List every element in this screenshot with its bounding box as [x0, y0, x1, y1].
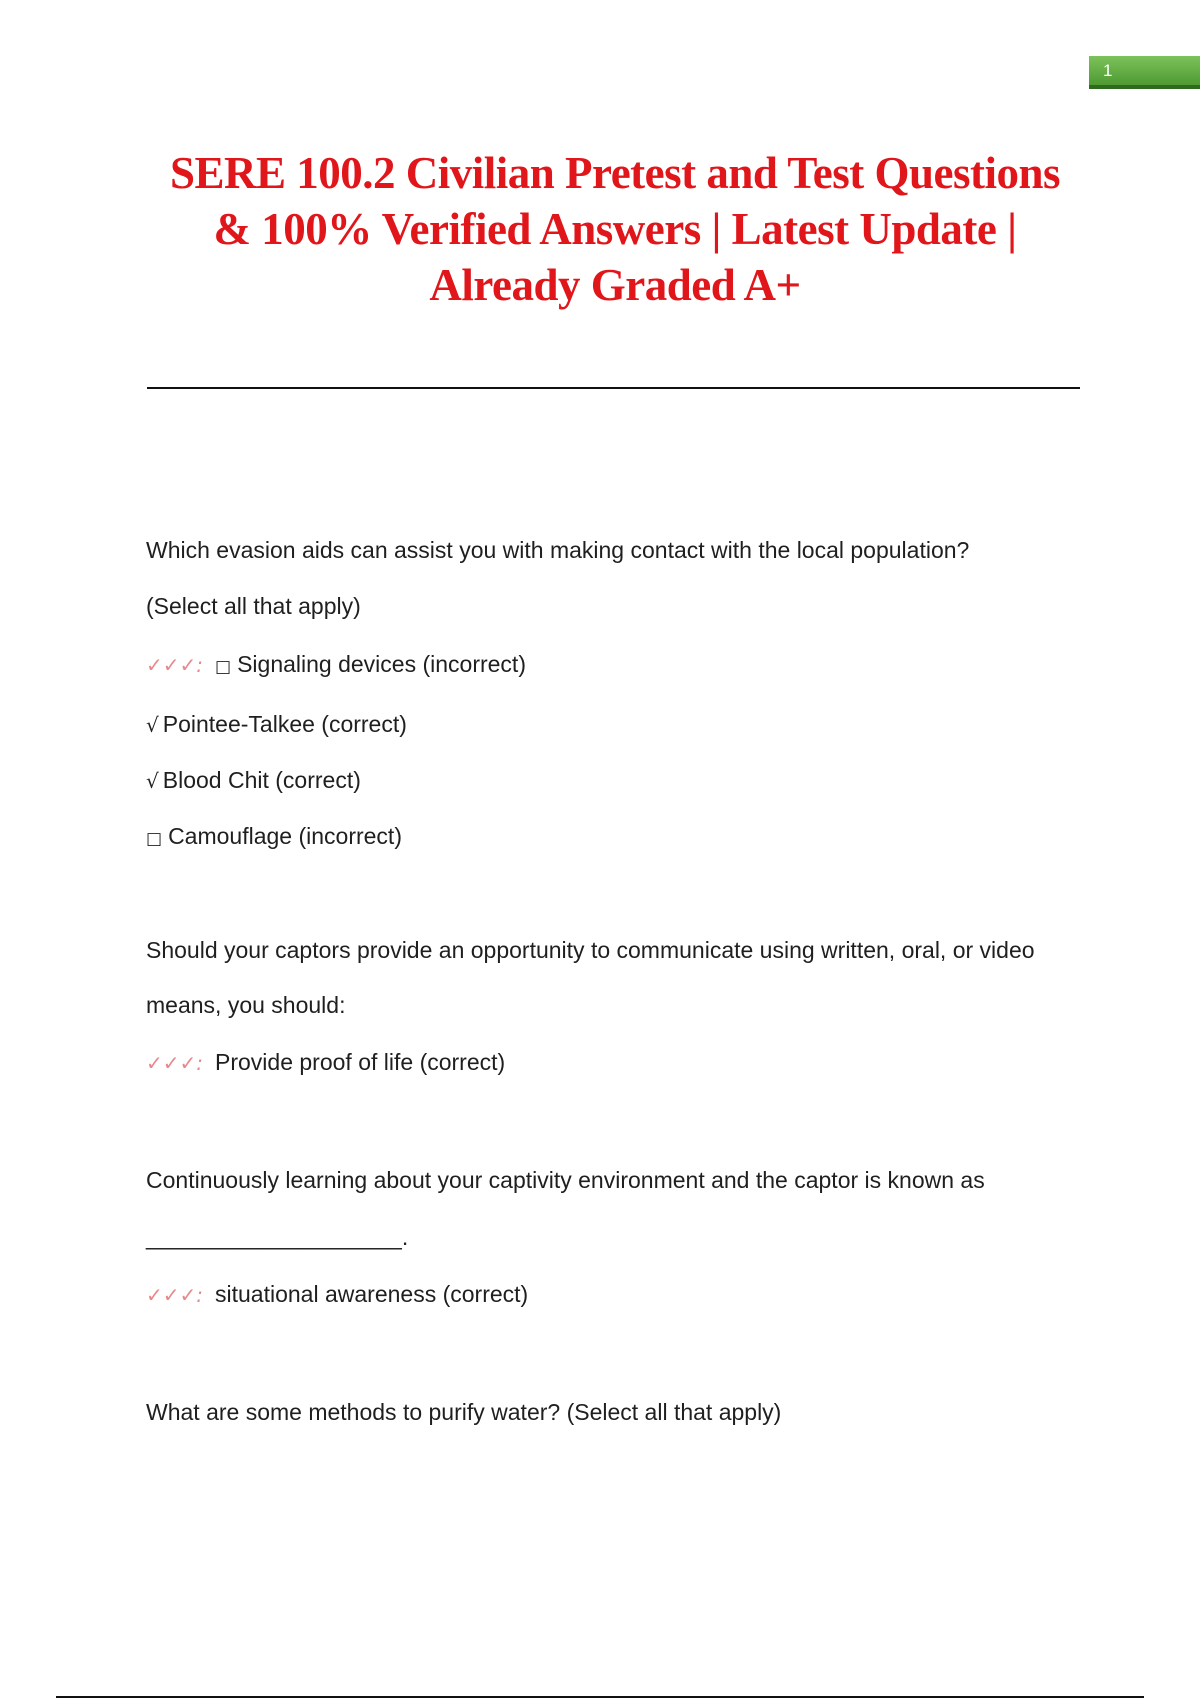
answer-ticks-icon: ✓✓✓: [146, 1051, 204, 1075]
answer-ticks-icon: ✓✓✓: [146, 1283, 204, 1307]
checkbox-empty-icon: □ [146, 829, 163, 849]
question-2-text: Should your captors provide an opportunity to communicate using written, oral, or video [146, 937, 1035, 963]
title-line-3: Already Graded A+ [429, 260, 801, 310]
title-divider [147, 387, 1080, 389]
check-mark-icon: √ [146, 713, 159, 737]
question-2-answer [146, 1047, 505, 1078]
question-1-option-3 [146, 765, 361, 796]
page-number: 1 [1103, 61, 1113, 80]
document-title [120, 145, 1110, 313]
title-line-2: & 100% Verified Answers | Latest Update | [213, 204, 1017, 254]
question-2-continuation: means, you should: [146, 992, 346, 1018]
footer-divider [56, 1696, 1144, 1698]
checkbox-empty-icon: □ [215, 657, 232, 677]
question-1-text: Which evasion aids can assist you with making contact with the local population? [146, 537, 970, 563]
check-mark-icon: √ [146, 769, 159, 793]
option-label: Blood Chit (correct) [162, 767, 361, 793]
question-3-text: Continuously learning about your captivity environment and the captor is known as [146, 1167, 985, 1193]
option-label: Signaling devices (incorrect) [237, 651, 526, 677]
question-1-instruction: (Select all that apply) [146, 593, 361, 619]
question-1-option-4 [146, 821, 402, 854]
question-3-answer [146, 1279, 528, 1310]
option-label: Camouflage (incorrect) [168, 823, 402, 849]
question-4-text: What are some methods to purify water? (Select all that apply) [146, 1399, 782, 1425]
option-label: Pointee-Talkee (correct) [162, 711, 407, 737]
answer-label: Provide proof of life (correct) [215, 1049, 506, 1075]
answer-label: situational awareness (correct) [215, 1281, 529, 1307]
question-1-option-2 [146, 709, 407, 740]
title-line-1: SERE 100.2 Civilian Pretest and Test Questions [169, 148, 1061, 198]
question-3-blank: ____________________. [146, 1224, 409, 1250]
answer-ticks-icon: ✓✓✓: [146, 653, 204, 677]
page-number-badge [1089, 56, 1200, 89]
question-1-option-1 [146, 649, 526, 682]
